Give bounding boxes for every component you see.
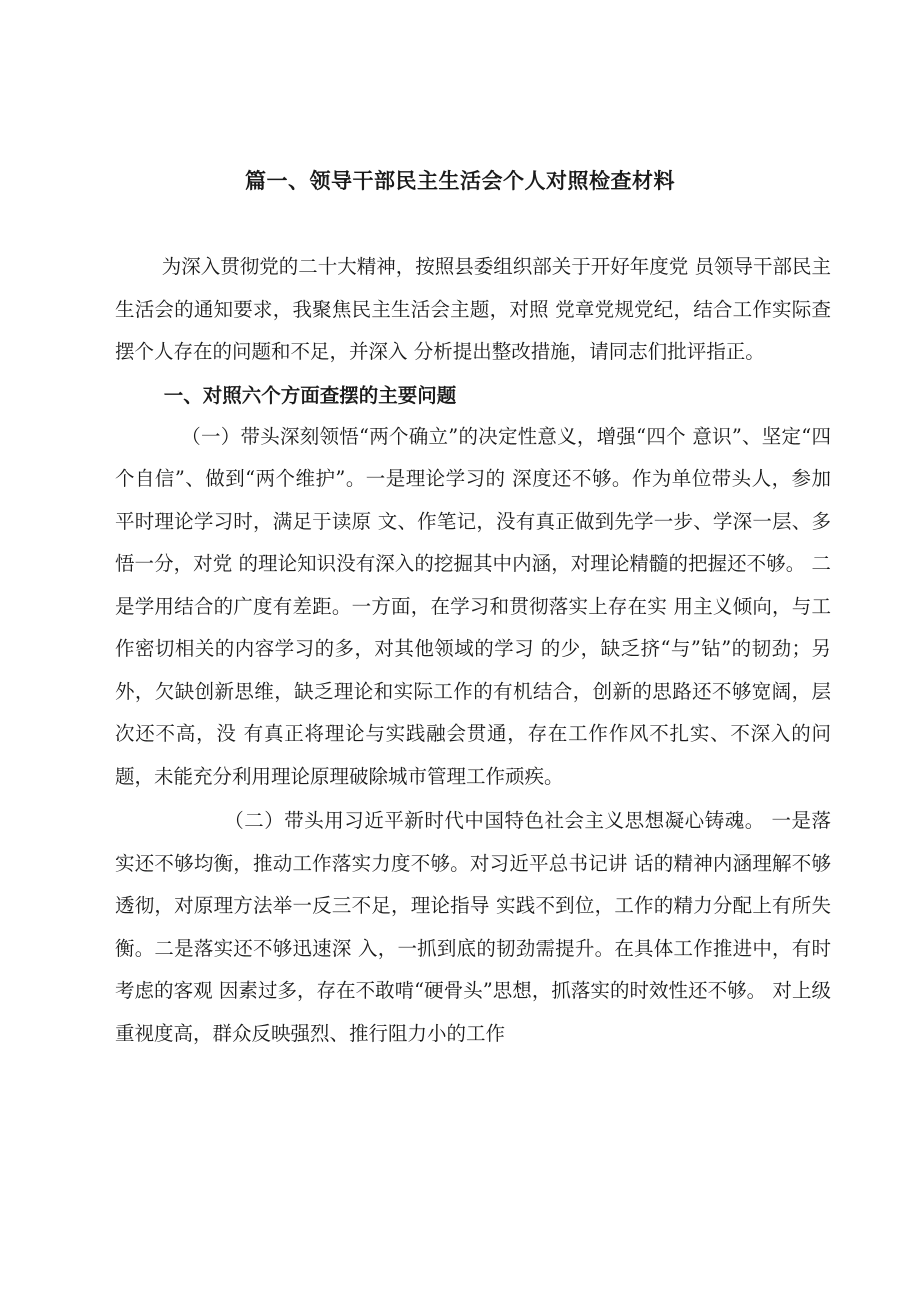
document-title: 篇一、领导干部民主生活会个人对照检查材料 bbox=[245, 169, 675, 193]
document-body bbox=[115, 246, 831, 1055]
subsection-two-paragraph: （二）带头用习近平新时代中国特色社会主义思想凝心铸魂。 一是落实还不够均衡，推动工作落实力度不够。对习近平总书记讲 话的精神内涵理解不够透彻，对原理方法举一反三不足，理论指导 实践不到位，工作的精力分配上有所失衡。二是落实还不够迅速深 入，一抓到底的韧劲需提升。在具体工作推进中，有时考虑的客观 因素过多，存在不敢啃“硬骨头”思想，抓落实的时效性还不够。 对上级重视度高，群众反映强烈、推行阻力小的工作 bbox=[115, 809, 831, 1045]
intro-paragraph: 为深入贯彻党的二十大精神，按照县委组织部关于开好年度党 员领导干部民主生活会的通知要求，我聚焦民主生活会主题，对照 党章党规党纪，结合工作实际查摆个人存在的问题和不足，并深入 分析提出整改措施，请同志们批评指正。 bbox=[115, 255, 831, 363]
section-heading: 一、对照六个方面查摆的主要问题 bbox=[163, 383, 457, 407]
subsection-one-paragraph: （一）带头深刻领悟“两个确立”的决定性意义，增强“四个 意识”、坚定“四个自信”、做到“两个维护”。一是理论学习的 深度还不够。作为单位带头人，参加平时理论学习时，满足于读原 文、作笔记，没有真正做到先学一步、学深一层、多悟一分，对党 的理论知识没有深入的挖掘其中内涵，对理论精髓的把握还不够。 二是学用结合的广度有差距。一方面，在学习和贯彻落实上存在实 用主义倾向，与工作密切相关的内容学习的多，对其他领域的学习 的少，缺乏挤“与”钻”的韧劲；另外，欠缺创新思维，缺乏理论和实际工作的有机结合，创新的思路还不够宽阔，层次还不高，没 有真正将理论与实践融会贯通，存在工作作风不扎实、不深入的问 题，未能充分利用理论原理破除城市管理工作顽疾。 bbox=[115, 424, 831, 788]
